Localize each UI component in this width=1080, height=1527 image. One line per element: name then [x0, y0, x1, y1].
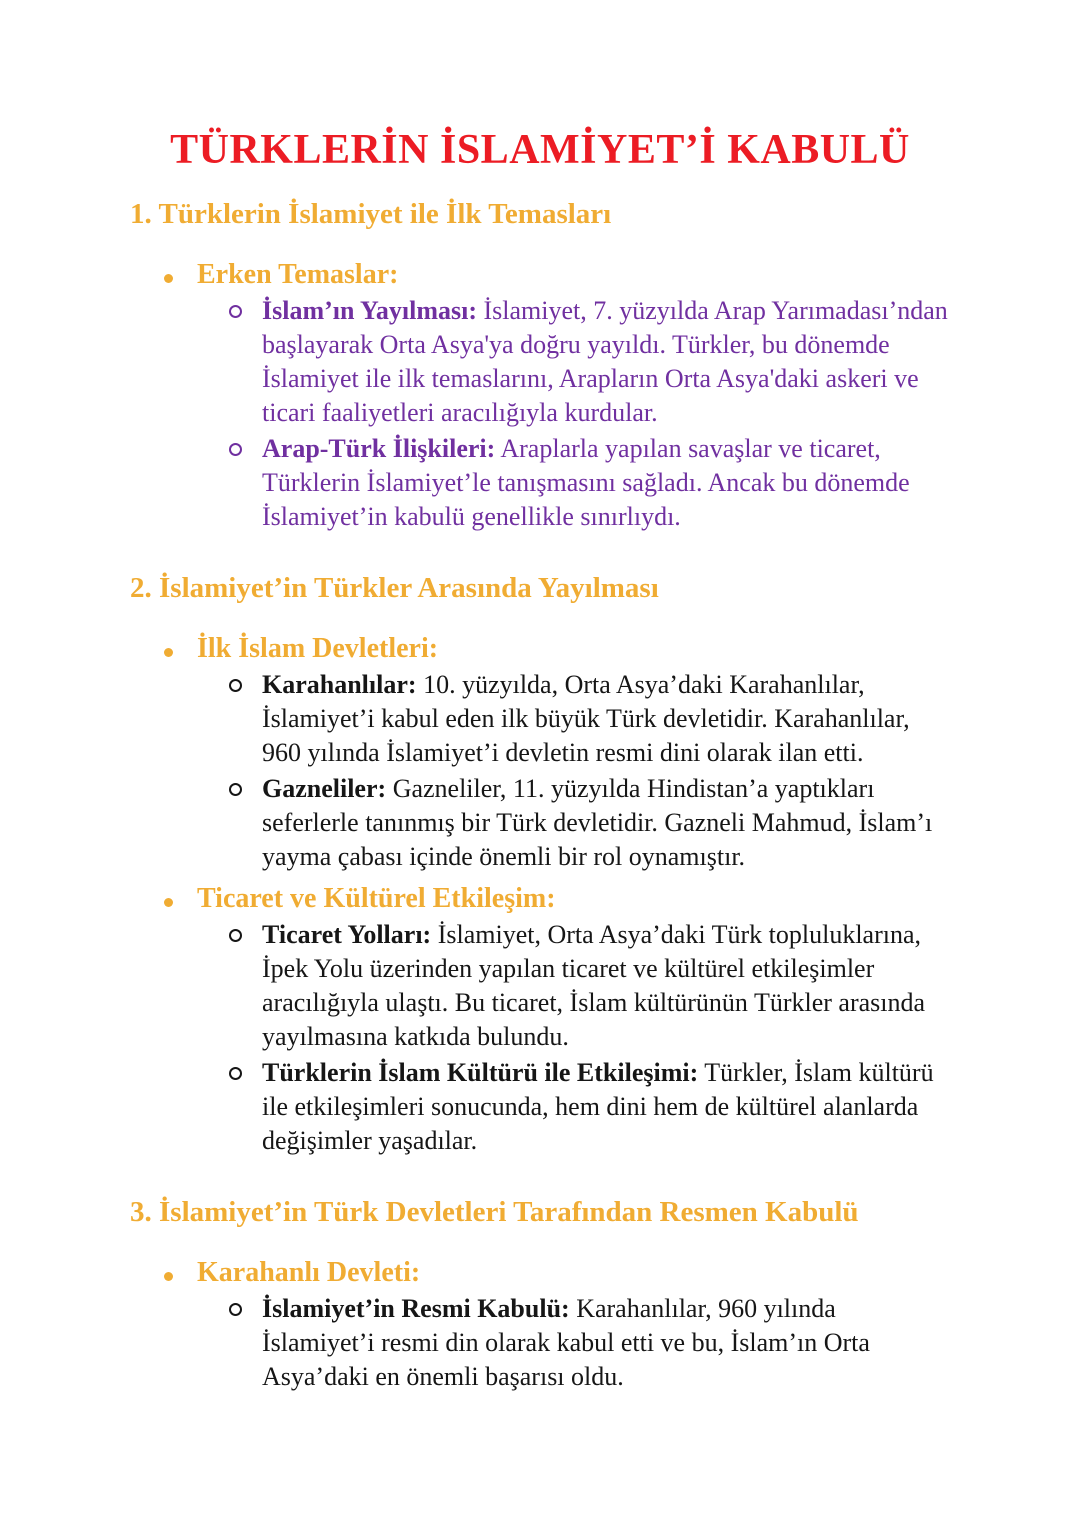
group-label: Erken Temaslar:: [197, 259, 399, 290]
bullet-dot-icon: [164, 648, 173, 657]
list-item-text: [262, 918, 950, 1054]
list-item-level1: [130, 1256, 950, 1290]
list-item-text: [262, 432, 950, 534]
list-item-level2: [130, 432, 950, 534]
bullet-circle-icon: [229, 1067, 242, 1080]
list-item-level2: [130, 772, 950, 874]
section-1-heading: 1. Türklerin İslamiyet ile İlk Temasları: [130, 198, 612, 230]
document-title: TÜRKLERİN İSLAMİYET’İ KABULÜ: [170, 127, 910, 173]
list-item-level1: [130, 882, 950, 916]
group-label: İlk İslam Devletleri:: [197, 633, 439, 664]
item-lead: Arap-Türk İlişkileri:: [262, 434, 496, 463]
bullet-dot-icon: [164, 274, 173, 283]
bullet-circle-icon: [229, 443, 242, 456]
list-item-text: [262, 294, 950, 430]
list-item-text: [262, 1056, 950, 1158]
list-group-erken-temaslar: [130, 258, 950, 534]
item-body: Gazneliler, 11. yüzyılda Hindistan’a yaptıkları seferlerle tanınmış bir Türk devletidir. Gazneli Mahmud, İslam’ı yayma çabası içinde önemli bir rol oynamıştır.: [262, 774, 933, 871]
bullet-dot-icon: [164, 1272, 173, 1281]
list-item-text: [262, 772, 950, 874]
item-lead: Türklerin İslam Kültürü ile Etkileşimi:: [262, 1058, 699, 1087]
item-body: İslamiyet, Orta Asya’daki Türk topluluklarına, İpek Yolu üzerinden yapılan ticaret ve kültürel etkileşimler aracılığıyla ulaştı. Bu ticaret, İslam kültürünün Türkler arasında yayılmasına katkıda bulundu.: [262, 920, 926, 1051]
list-item-level1: [130, 258, 950, 292]
group-label: Ticaret ve Kültürel Etkileşim:: [197, 883, 556, 914]
list-group-ilk-islam-devletleri: [130, 632, 950, 874]
list-item-level2: [130, 294, 950, 430]
list-item-level2: [130, 1056, 950, 1158]
item-lead: Karahanlılar:: [262, 670, 417, 699]
item-lead: Ticaret Yolları:: [262, 920, 432, 949]
list-item-text: [262, 668, 950, 770]
list-item-level2: [130, 918, 950, 1054]
bullet-circle-icon: [229, 929, 242, 942]
section-2-heading: 2. İslamiyet’in Türkler Arasında Yayılması: [130, 572, 659, 604]
bullet-circle-icon: [229, 783, 242, 796]
item-body: Türkler, İslam kültürü ile etkileşimleri sonucunda, hem dini hem de kültürel alanlarda değişimler yaşadılar.: [262, 1058, 934, 1155]
item-body: Araplarla yapılan savaşlar ve ticaret, Türklerin İslamiyet’le tanışmasını sağladı. Ancak bu dönemde İslamiyet’in kabulü genellikle sınırlıydı.: [262, 434, 910, 531]
item-body: İslamiyet, 7. yüzyılda Arap Yarımadası’ndan başlayarak Orta Asya'ya doğru yayıldı. Türkler, bu dönemde İslamiyet ile ilk temaslarını, Arapların Orta Asya'daki askeri ve ticari faaliyetleri aracılığıyla kurdular.: [262, 296, 948, 427]
item-lead: Gazneliler:: [262, 774, 387, 803]
section-3-heading: 3. İslamiyet’in Türk Devletleri Tarafından Resmen Kabulü: [130, 1196, 859, 1228]
item-lead: İslamiyet’in Resmi Kabulü:: [262, 1294, 570, 1323]
group-label: Karahanlı Devleti:: [197, 1257, 421, 1288]
bullet-circle-icon: [229, 679, 242, 692]
item-body: Karahanlılar, 960 yılında İslamiyet’i resmi din olarak kabul etti ve bu, İslam’ın Orta Asya’daki en önemli başarısı oldu.: [262, 1294, 870, 1391]
bullet-circle-icon: [229, 305, 242, 318]
list-group-karahanli-devleti: [130, 1256, 950, 1394]
item-body: 10. yüzyılda, Orta Asya’daki Karahanlılar, İslamiyet’i kabul eden ilk büyük Türk devletidir. Karahanlılar, 960 yılında İslamiyet’i devletin resmi dini olarak ilan etti.: [262, 670, 910, 767]
list-item-text: [262, 1292, 950, 1394]
bullet-dot-icon: [164, 898, 173, 907]
list-item-level2: [130, 1292, 950, 1394]
item-lead: İslam’ın Yayılması:: [262, 296, 477, 325]
list-item-level1: [130, 632, 950, 666]
list-item-level2: [130, 668, 950, 770]
bullet-circle-icon: [229, 1303, 242, 1316]
list-group-ticaret-ve-kulturel-etkilesim: [130, 882, 950, 1158]
